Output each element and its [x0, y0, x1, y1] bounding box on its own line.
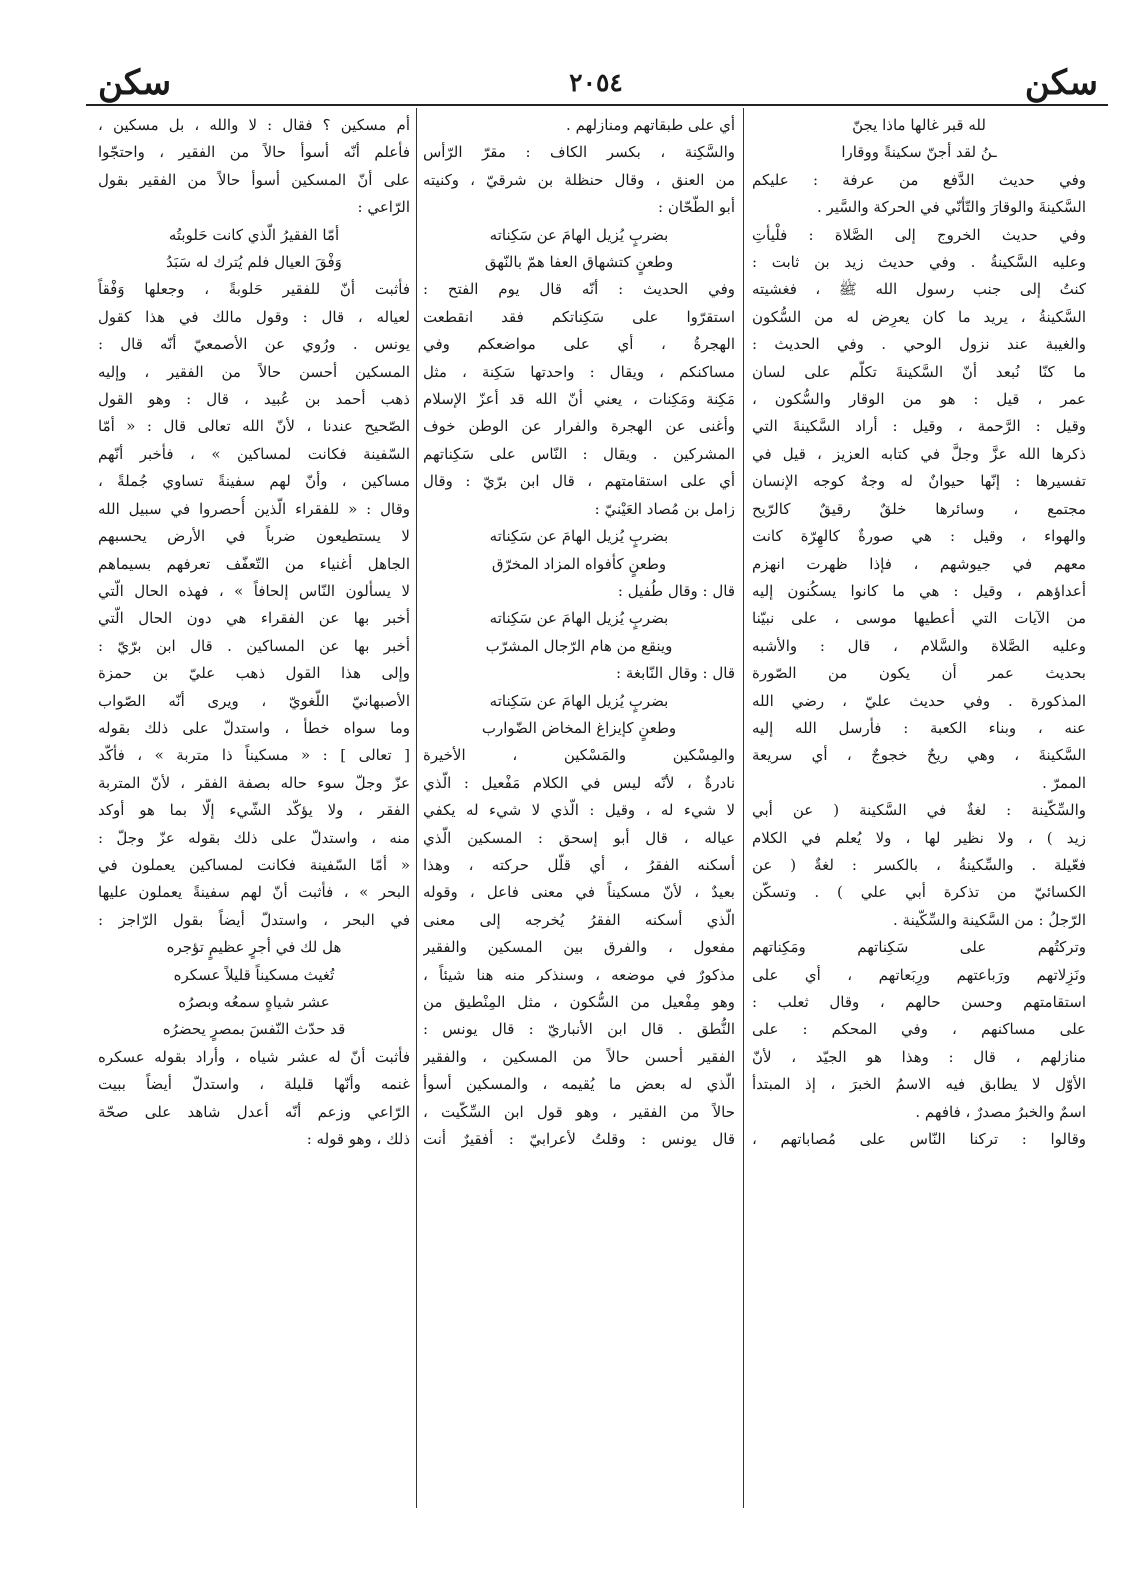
text-line: عمر ، قيل : هو من الوقار والسُّكون ،	[752, 390, 1086, 409]
text-line: معهم في جيوشهم ، فإذا ظهرت انهزم	[752, 554, 1086, 573]
text-line: مساكين ، وأنّ لهم سفينةً تساوي جُملةً ،	[98, 472, 410, 491]
text-line: بضربٍ يُزيل الهامَ عن سَكِناته	[489, 527, 669, 546]
text-line: نادرةٌ ، لأنّه ليس في الكلام مَفْعيل : الّذي	[423, 773, 735, 792]
text-line: [ تعالى ] : « مسكيناً ذا متربة » ، فأكّد	[98, 746, 410, 765]
text-line: ونَزِلاتهم ورَباعتهم ورِبَعاتهم ، أي على	[752, 965, 1086, 984]
text-line: اسمٌ والخبرُ مصدرٌ ، فافهم .	[915, 1102, 1086, 1121]
text-line: هل لك في أجرٍ عظيمٍ تؤجره	[166, 938, 342, 957]
text-line: على مساكنهم ، وفي المحكم : على	[752, 1020, 1086, 1039]
text-line: منه ، واستدلّ على ذلك بقوله عزّ وجلّ :	[98, 828, 410, 847]
text-line: وقال : « للفقراء الّذين أُحصروا في سبيل الله	[98, 499, 410, 518]
text-line: عياله ، قال أبو إسحق : المسكين الّذي	[423, 828, 735, 847]
text-line: وَفْقَ العيال فلم يُترك له سَبَدُ	[166, 253, 342, 272]
text-line: المسكين أحسن حالاً من الفقير ، وإليه	[98, 362, 410, 381]
text-line: وإلى هذا القول ذهب عليّ بن حمزة	[98, 664, 410, 683]
text-line: السَّكينةُ ، يريد ما كان يعرِض له من السُّكون	[752, 307, 1086, 326]
text-line: استقرّوا على سَكِناتكم فقد انقطعت	[423, 307, 735, 326]
column-divider-right	[743, 108, 744, 1508]
text-line: الجاهل أغنياء من التّعفّف تعرفهم بسيماهم	[98, 554, 410, 573]
text-line: من الآيات التي أعطيها موسى ، على نبيّنا	[752, 609, 1086, 628]
text-line: فأثبت أنّ له عشر شياه ، وأراد بقوله عسكره	[98, 1047, 410, 1066]
text-line: لا يسألون النّاس إلحافاً » ، فهذه الحال الّتي	[98, 581, 410, 600]
text-line: ذكرها الله عزَّ وجلَّ في كتابه العزيز ، قيل في	[752, 444, 1086, 463]
running-header	[86, 62, 1106, 104]
text-line: الصّحيح عندنا ، لأنّ الله تعالى قال : « أمّا	[98, 417, 410, 436]
text-line: بعيدٌ ، لأنّ مسكيناً في معنى فاعل ، وقوله	[423, 883, 735, 902]
text-line: وتركتُهم على سَكِناتهم ومَكِناتهم	[752, 938, 1086, 957]
text-line: مجتمع ، وسائرها خلقٌ رقيقٌ كالرّيح	[752, 499, 1086, 518]
text-line: أم مسكين ؟ فقال : لا والله ، بل مسكين ،	[98, 116, 410, 134]
column-middle	[423, 112, 735, 1507]
text-line: يونس . ورُوي عن الأصمعيّ أنّه قال :	[98, 335, 410, 354]
text-line: عزّ وجلّ سوء حاله بصفة الفقر ، لأنّ المتربة	[98, 773, 410, 792]
text-line: وفي حديث الدَّفع من عرفة : عليكم	[752, 170, 1086, 189]
text-line: وقالوا : تركنا النّاس على مُصاباتهم ،	[752, 1130, 1086, 1149]
text-line: الهجرةُ ، أي على مواضعكم وفي	[423, 335, 735, 354]
text-line: لا شيء له ، وقيل : الّذي لا شيء له يكفي	[423, 801, 735, 820]
text-line: استقامتهم وحسن حالهم ، وقال ثعلب :	[752, 993, 1086, 1011]
text-line: مفعول ، والفرق بين المسكين والفقير	[423, 938, 735, 957]
text-line: وأغنى عن الهجرة والفرار عن الوطن خوف	[423, 417, 735, 436]
text-line: أي على استقامتهم ، قال ابن برّيّ : وقال	[423, 472, 735, 491]
text-line: كنتُ إلى جنب رسول الله ﷺ ، فغشيته	[752, 280, 1086, 299]
text-line: البحر » ، فأثبت أنّ لهم سفينةً يعملون عليها	[98, 883, 410, 902]
text-line: الّذي له بعض ما يُقيمه ، والمسكين أسوأ	[423, 1075, 735, 1094]
text-line: الفقر ، ولا يؤكّد الشّيء إلّا بما هو أوكد	[98, 801, 410, 820]
text-line: عنه ، وبناء الكعبة : فأرسل الله إليه	[752, 718, 1086, 737]
text-line: لله قبر غالها ماذا يجنّ	[852, 116, 986, 134]
text-line: المذكورة . وفي حديث عليّ ، رضي الله	[752, 691, 1086, 710]
text-line: والغيبة عند نزول الوحي . وفي الحديث :	[752, 335, 1086, 354]
text-line: على أنّ المسكين أسوأ حالاً من الفقير بقول	[98, 170, 410, 189]
text-line: الكسائيّ من تذكرة أبي علي ) . وتسكّن	[752, 883, 1086, 902]
text-line: قال : وقال النّابغة :	[616, 664, 735, 683]
text-line: مساكنكم ، ويقال : واحدتها سَكِنة ، مثل	[423, 362, 735, 381]
header-rule	[86, 104, 1108, 106]
text-line: وطعنٍ كتشهاق العفا همّ بالنّهق	[484, 253, 674, 272]
text-line: وقيل : الرَّحمة ، وقيل : أراد السَّكينةَ التي	[752, 417, 1086, 436]
text-line: السَّكينةَ ، وهي ريحٌ خجوجٌ ، أي سريعة	[752, 746, 1086, 765]
text-line: وفي حديث الخروج إلى الصَّلاة : فلْيأتِ	[752, 225, 1086, 244]
text-line: والهواء ، وقيل : هي صورةٌ كالهِرّة كانت	[752, 527, 1086, 546]
text-line: فعّيلة . والسِّكينةُ ، بالكسر : لغةٌ ( عن	[752, 855, 1086, 874]
text-line: الأوّل لا يطابق فيه الاسمُ الخبرَ ، إذ المبتدأ	[752, 1075, 1086, 1094]
text-line: ما كنّا نُبعد أنّ السَّكينةَ تكلّم على لسان	[752, 362, 1086, 381]
text-line: فأعلم أنّه أسوأ حالاً من الفقير ، واحتجّوا	[98, 143, 410, 162]
text-line: لا يستطيعون ضرباً في الأرض يحسبهم	[98, 527, 410, 546]
text-line: زيد ) ، ولا نظير لها ، ولا يُعلم في الكلام	[752, 828, 1086, 847]
text-line: مذكورٌ في موضعه ، وسنذكر منه هنا شيئاً ،	[423, 965, 735, 984]
text-line: بضربٍ يُزيل الهامَ عن سَكِناته	[489, 691, 669, 710]
text-line: السّفينة فكانت لمساكين » ، فأخبر أنّهم	[98, 444, 410, 463]
text-line: النُّطق . قال ابن الأنباريّ : قال يونس :	[423, 1020, 735, 1039]
text-line: « أمّا السّفينة فكانت لمساكين يعملون في	[98, 855, 410, 874]
text-line: قال : وقال طُفيل :	[617, 581, 735, 600]
text-line: ذهب أحمد بن عُبيد ، قال : وهو القول	[98, 390, 410, 409]
text-line: والسَّكِنة ، بكسر الكاف : مقرّ الرّأس	[423, 143, 735, 162]
text-line: زامل بن مُصاد العَيْنيّ :	[594, 499, 735, 518]
text-line: مَكِنة ومَكِنات ، يعني أنّ الله قد أعزّ الإسلام	[423, 390, 735, 409]
text-line: قال يونس : وقلتُ لأعرابيّ : أفقيرٌ أنت	[423, 1130, 735, 1149]
text-line: وعليه الصَّلاة والسَّلام ، قال : والأشبه	[752, 636, 1086, 655]
column-right	[752, 112, 1086, 1507]
text-line: من العنق ، وقال حنظلة بن شرقيّ ، وكنيته	[423, 170, 735, 189]
text-line: وهو مِفْعيل من السُّكون ، مثل المِنْطيق من	[423, 993, 735, 1011]
text-line: تُغيث مسكيناً قليلاً عسكره	[173, 965, 335, 984]
text-line: أبو الطّحّان :	[658, 198, 735, 217]
text-line: والمِسْكين والمَسْكين ، الأخيرة	[423, 746, 735, 765]
text-line: الّذي أسكنه الفقرُ يُخرجه إلى معنى	[423, 910, 735, 929]
text-line: منازلهم ، قال : وهذا هو الجيّد ، لأنّ	[752, 1047, 1086, 1066]
text-line: وطعنٍ كإيزاغ المخاض الضّوارب	[481, 718, 677, 737]
text-line: أخبر بها عن الفقراء هي دون الحال الّتي	[98, 609, 410, 628]
text-line: ذلك ، وهو قوله :	[306, 1130, 410, 1149]
text-line: وفي الحديث : أنّه قال يوم الفتح :	[423, 280, 735, 299]
text-line: الفقير أحسن حالاً من المسكين ، والفقير	[423, 1047, 735, 1066]
text-line: الرّجلُ : من السَّكينة والسِّكّينة .	[892, 910, 1086, 929]
text-line: بضربٍ يُزيل الهامَ عن سَكِناته	[489, 225, 669, 244]
text-line: غنمه وأنّها قليلة ، واستدلّ أيضاً ببيت	[98, 1075, 410, 1094]
text-line: وعليه السَّكينةُ . وفي حديث زيد بن ثابت :	[752, 253, 1086, 272]
text-line: لعياله ، قال : وقول مالك في هذا كقول	[98, 307, 410, 326]
text-line: وينقع من هام الرّجال المشرّب	[485, 636, 673, 655]
text-line: والسِّكّينة : لغةٌ في السَّكينة ( عن أبي	[752, 801, 1086, 820]
text-line: وما سواه خطأ ، واستدلّ على ذلك بقوله	[98, 718, 410, 737]
text-line: بحديث عمر أن يكون من الصّورة	[752, 664, 1086, 683]
text-line: أخبر بها عن المساكين . قال ابن برّيّ :	[98, 636, 410, 655]
text-line: الرّاعي :	[357, 198, 410, 217]
column-left	[98, 112, 410, 1507]
text-line: المشركين . ويقال : النّاس على سَكِناتهم	[423, 444, 735, 463]
column-divider-left	[416, 108, 417, 1508]
header-right-word: سكن	[1024, 63, 1098, 103]
text-line: تفسيرها : إنّها حيوانٌ له وجهٌ كوجه الإنسان	[752, 472, 1086, 491]
text-line: أعداؤهم ، وقيل : هي ما كانوا يسكُنون إليه	[752, 581, 1086, 600]
text-line: أسكنه الفقرُ ، أي قلّل حركته ، وهذا	[423, 855, 735, 874]
text-line: في البحر ، واستدلّ أيضاً بقول الرّاجز :	[98, 910, 410, 929]
text-line: السَّكينةَ والوقارَ والتّأنّي في الحركة والسَّير .	[816, 198, 1086, 217]
text-line: فأثبت أنّ للفقير حَلوبةً ، وجعلها وَفْقاً	[98, 280, 410, 299]
page-number: ٢٠٥٤	[569, 68, 623, 97]
text-line: حالاً من الفقير ، وهو قول ابن السِّكّيت ،	[423, 1102, 735, 1121]
text-line: بضربٍ يُزيل الهامَ عن سَكِناته	[489, 609, 669, 628]
header-left-word: سكن	[98, 63, 172, 103]
text-line: الممرّ .	[1042, 773, 1086, 792]
text-line: الأصبهانيّ اللّغويّ ، ويرى أنّه الصّواب	[98, 691, 410, 710]
text-line: الرّاعي وزعم أنّه أعدل شاهد على صحّة	[98, 1102, 410, 1121]
text-line: وطعنٍ كأفواه المزاد المخرّق	[491, 554, 667, 573]
text-line: أي على طبقاتهم ومنازلهم .	[566, 116, 735, 134]
text-line: قد حدّث النّفسَ بمصرٍ يحضرُه	[162, 1020, 346, 1039]
text-line: عشر شياهٍ سمعُه وبصرُه	[178, 993, 330, 1011]
text-line: أمّا الفقيرُ الّذي كانت حَلوبتُه	[168, 225, 340, 244]
text-line: ـنُ لقد أجنّ سكينةً ووقارا	[841, 143, 997, 162]
